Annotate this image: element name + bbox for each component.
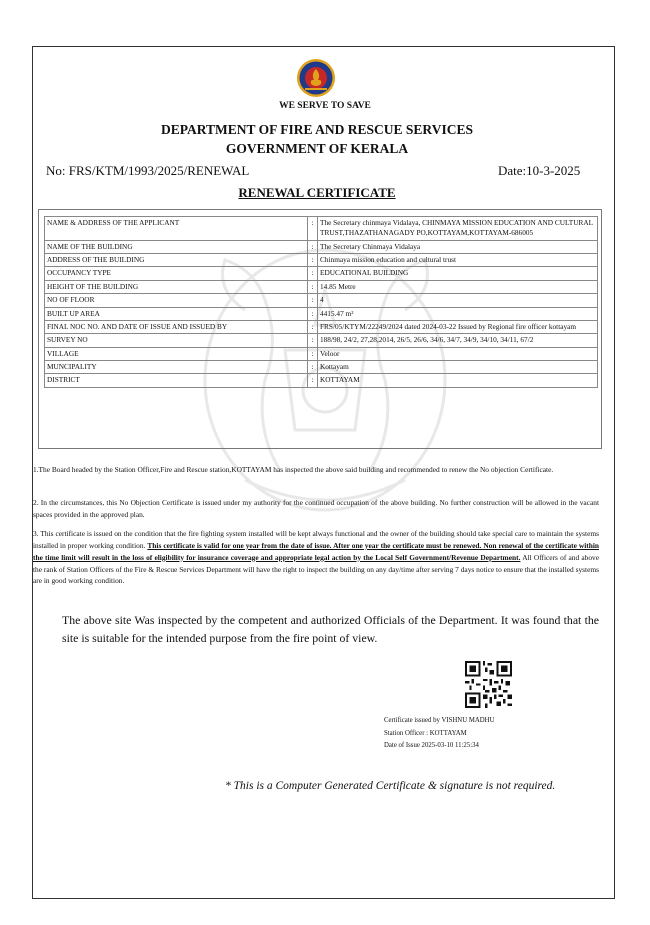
detail-value: 4415.47 m² xyxy=(318,307,598,320)
details-row xyxy=(45,334,598,347)
detail-label: NAME OF THE BUILDING xyxy=(45,240,308,253)
issued-by: Certificate issued by VISHNU MADHU xyxy=(384,717,495,724)
detail-colon: : xyxy=(308,267,318,280)
detail-label: SURVEY NO xyxy=(45,334,308,347)
detail-label: NAME & ADDRESS OF THE APPLICANT xyxy=(45,217,308,241)
detail-value: 4 xyxy=(318,294,598,307)
paragraph-3-start: 3. This certificate is issued on the condition that the fire fighting system installed will be kept always functional and the owner of the building should take special care to maintain the systems installed in proper working condition. xyxy=(33,529,599,550)
details-row xyxy=(45,307,598,320)
detail-value: Chinmaya mission education and cultural trust xyxy=(318,254,598,267)
detail-colon: : xyxy=(308,217,318,241)
detail-value: The Secretary chinmaya Vidalaya, CHINMAYA MISSION EDUCATION AND CULTURAL TRUST,THAZATHANAGADY PO,KOTTAYAM,KOTTAYAM-686005 xyxy=(318,217,598,241)
detail-value: The Secretary Chinmaya Vidalaya xyxy=(318,240,598,253)
detail-value: Veloor xyxy=(318,347,598,360)
detail-colon: : xyxy=(308,240,318,253)
qr-code-icon[interactable] xyxy=(465,661,512,708)
detail-colon: : xyxy=(308,347,318,360)
detail-colon: : xyxy=(308,307,318,320)
detail-label: VILLAGE xyxy=(45,347,308,360)
detail-label: HEIGHT OF THE BUILDING xyxy=(45,280,308,293)
detail-colon: : xyxy=(308,334,318,347)
detail-label: DISTRICT xyxy=(45,374,308,387)
government-name: GOVERNMENT OF KERALA xyxy=(225,141,409,156)
details-row xyxy=(45,267,598,280)
reference-number: No: FRS/KTM/1993/2025/RENEWAL xyxy=(46,163,250,178)
details-row xyxy=(45,217,598,241)
detail-label: ADDRESS OF THE BUILDING xyxy=(45,254,308,267)
paragraph-3-validity: This certificate is valid for one year from the date of issue. After one year the certificate must be renewed. Non renewal of the certificate within the time limit will result in the loss of eligibility for insurance coverage and appropriate legal action by the Local Self Government/Revenue Department. xyxy=(33,540,599,562)
detail-colon: : xyxy=(308,280,318,293)
certificate-title-text: RENEWAL CERTIFICATE xyxy=(238,185,396,200)
detail-colon: : xyxy=(308,294,318,307)
details-row xyxy=(45,254,598,267)
details-row xyxy=(45,280,598,293)
certificate-date: Date:10-3-2025 xyxy=(498,163,581,178)
detail-value: KOTTAYAM xyxy=(318,374,598,387)
paragraph-3-end: All Officers of and above the rank of Station Officers of the Fire & Rescue Services Department will have the right to inspect the building on any day/time after serving 7 days notice to ensure that the installed systems are in good working condition. xyxy=(33,552,599,586)
issuer-block xyxy=(384,715,495,753)
motto: WE SERVE TO SAVE xyxy=(279,101,371,111)
detail-colon: : xyxy=(308,360,318,373)
station-officer: Station Officer : KOTTAYAM xyxy=(384,729,467,737)
detail-colon: : xyxy=(308,254,318,267)
details-row xyxy=(45,374,598,387)
department-name: DEPARTMENT OF FIRE AND RESCUE SERVICES xyxy=(161,122,473,137)
detail-label: NO OF FLOOR xyxy=(45,294,308,307)
detail-value: Kottayam xyxy=(318,360,598,373)
details-row xyxy=(45,294,598,307)
details-table xyxy=(44,216,598,388)
disclaimer: * This is a Computer Generated Certificate & signature is not required. xyxy=(225,780,556,792)
details-row xyxy=(45,240,598,253)
detail-colon: : xyxy=(308,374,318,387)
details-row xyxy=(45,360,598,373)
details-row xyxy=(45,320,598,333)
paragraph-3 xyxy=(33,528,599,587)
inspection-note: The above site Was inspected by the competent and authorized Officials of the Department. It was found that the site is suitable for the intended purpose from the fire point of view. xyxy=(62,613,599,646)
certificate-title xyxy=(0,185,634,201)
detail-label: FINAL NOC NO. AND DATE OF ISSUE AND ISSUED BY xyxy=(45,320,308,333)
paragraph-1: 1.The Board headed by the Station Officer,Fire and Rescue station,KOTTAYAM has inspected the above said building and recommended to renew the No objection Certificate. xyxy=(33,465,554,474)
date-of-issue: Date of Issue 2025-03-10 11:25:34 xyxy=(384,742,479,750)
details-row xyxy=(45,347,598,360)
fire-rescue-logo-icon xyxy=(296,58,336,98)
paragraph-2: 2. In the circumstances, this No Objection Certificate is issued under my authority for the continued occupation of the above building. No further construction will be allowed in the vacant spaces provided in the approved plan. xyxy=(33,498,599,519)
detail-label: BUILT UP AREA xyxy=(45,307,308,320)
detail-value: 14.85 Metre xyxy=(318,280,598,293)
detail-value: FRS/05/KTYM/22249/2024 dated 2024-03-22 Issued by Regional fire officer kottayam xyxy=(318,320,598,333)
detail-value: EDUCATIONAL BUILDING xyxy=(318,267,598,280)
detail-label: MUNCIPALITY xyxy=(45,360,308,373)
detail-colon: : xyxy=(308,320,318,333)
detail-value: 188/98, 24/2, 27,28,2014, 26/5, 26/6, 34/6, 34/7, 34/9, 34/10, 34/11, 67/2 xyxy=(318,334,598,347)
detail-label: OCCUPANCY TYPE xyxy=(45,267,308,280)
